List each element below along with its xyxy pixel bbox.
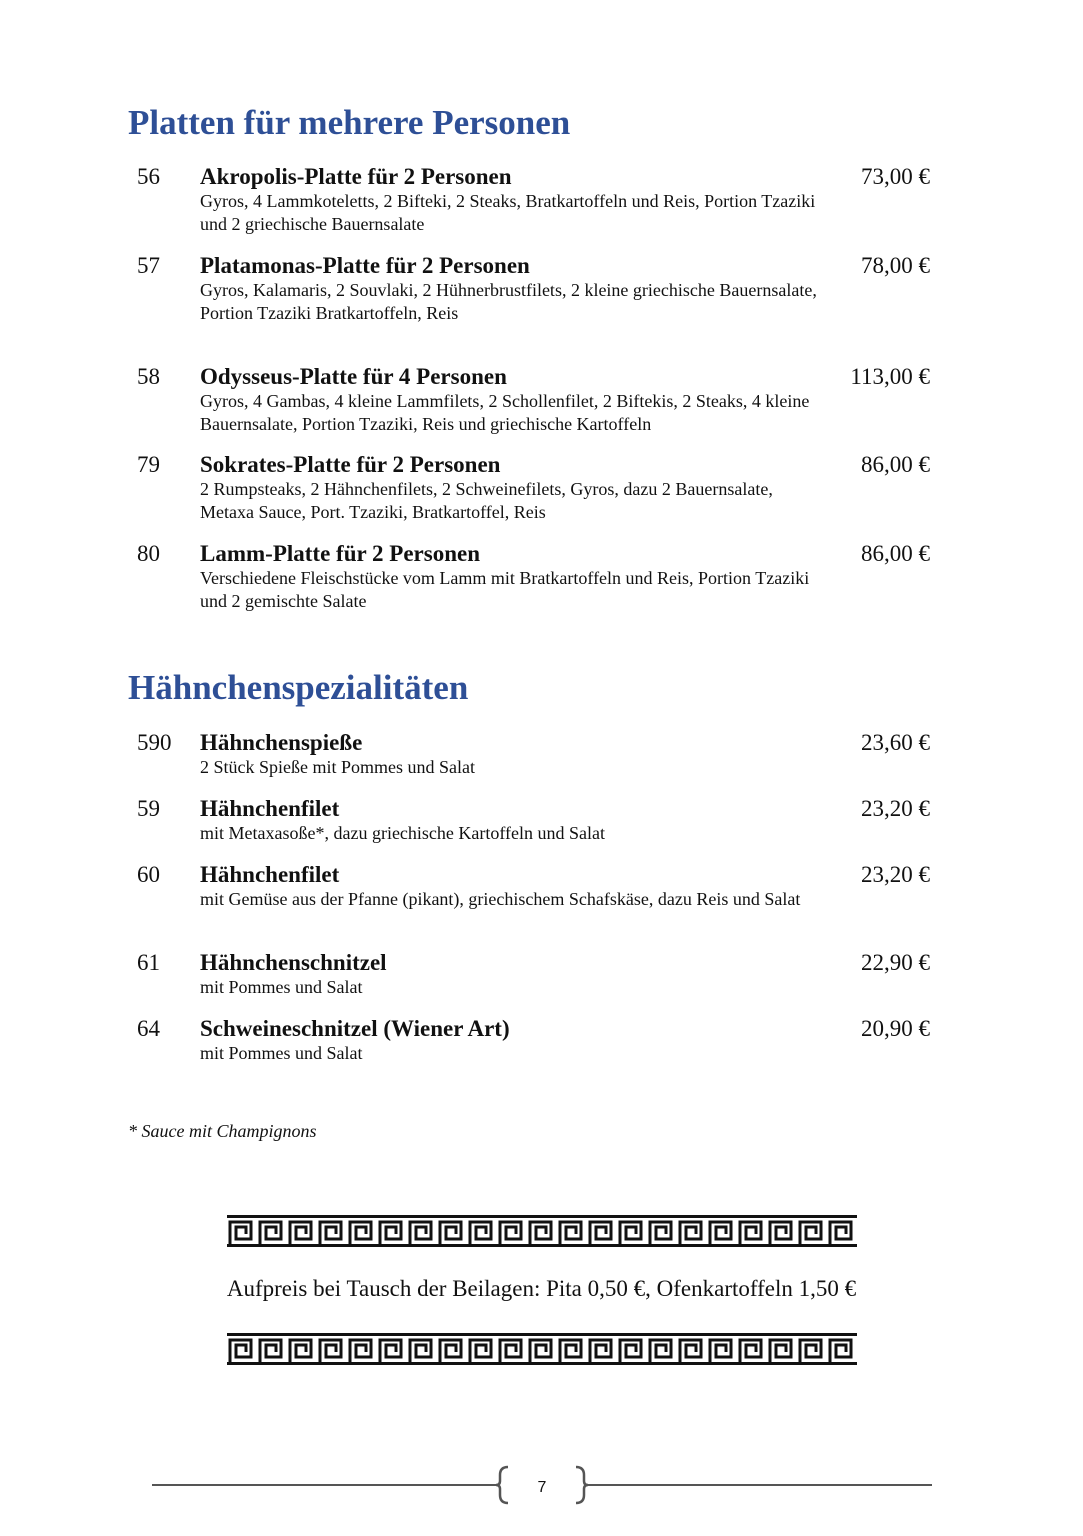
item-price: 86,00 € [861, 452, 930, 477]
section-title-chicken: Hähnchenspezialitäten [128, 668, 469, 707]
item-number: 79 [137, 452, 160, 477]
item-name: Hähnchenfilet [200, 862, 340, 887]
item-number: 58 [137, 364, 160, 389]
item-description: mit Pommes und Salat [200, 1043, 363, 1063]
item-number: 61 [137, 950, 160, 975]
item-name: Hähnchenfilet [200, 796, 340, 821]
item-name: Hähnchenspieße [200, 730, 363, 755]
item-name: Schweineschnitzel (Wiener Art) [200, 1016, 510, 1041]
item-number: 60 [137, 862, 160, 887]
item-number: 56 [137, 164, 160, 189]
item-price: 23,20 € [861, 862, 930, 887]
item-description: Gyros, 4 Gambas, 4 kleine Lammfilets, 2 Schollenfilet, 2 Biftekis, 2 Steaks, 4 kleine Bauernsalate, Portion Tzaziki, Reis und griechische Kartoffeln [200, 391, 810, 434]
item-price: 23,60 € [861, 730, 930, 755]
side-dish-surcharge-note: Aufpreis bei Tausch der Beilagen: Pita 0,50 €, Ofenkartoffeln 1,50 € [226, 1276, 857, 1301]
item-name: Akropolis-Platte für 2 Personen [200, 164, 512, 189]
item-description: Gyros, 4 Lammkoteletts, 2 Bifteki, 2 Steaks, Bratkartoffeln und Reis, Portion Tzaziki und 2 griechische Bauernsalate [200, 191, 816, 234]
item-number: 59 [137, 796, 160, 821]
item-name: Platamonas-Platte für 2 Personen [200, 253, 530, 278]
item-price: 20,90 € [861, 1016, 930, 1041]
item-description: mit Metaxasoße*, dazu griechische Kartoffeln und Salat [200, 823, 606, 843]
item-price: 23,20 € [861, 796, 930, 821]
item-price: 22,90 € [861, 950, 930, 975]
right-brace-icon [576, 1467, 588, 1503]
item-description: Gyros, Kalamaris, 2 Souvlaki, 2 Hühnerbrustfilets, 2 kleine griechische Bauernsalate, Portion Tzaziki Bratkartoffeln, Reis [200, 280, 817, 323]
item-description: Verschiedene Fleischstücke vom Lamm mit Bratkartoffeln und Reis, Portion Tzaziki und 2 gemischte Salate [200, 568, 810, 611]
item-name: Hähnchenschnitzel [200, 950, 387, 975]
item-price: 78,00 € [861, 253, 930, 278]
item-description: mit Gemüse aus der Pfanne (pikant), griechischem Schafskäse, dazu Reis und Salat [200, 889, 801, 909]
greek-key-border-bottom [227, 1333, 857, 1365]
item-name: Sokrates-Platte für 2 Personen [200, 452, 501, 477]
item-name: Lamm-Platte für 2 Personen [200, 541, 480, 566]
item-number: 57 [137, 253, 160, 278]
item-description: mit Pommes und Salat [200, 977, 363, 997]
left-brace-icon [496, 1467, 508, 1503]
item-number: 590 [137, 730, 172, 755]
item-price: 86,00 € [861, 541, 930, 566]
item-price: 73,00 € [861, 164, 930, 189]
greek-key-border-top [227, 1215, 857, 1247]
page-number: 7 [537, 1479, 547, 1496]
item-name: Odysseus-Platte für 4 Personen [200, 364, 507, 389]
footnote: * Sauce mit Champignons [128, 1121, 317, 1141]
item-number: 80 [137, 541, 160, 566]
page-footer [152, 1464, 932, 1506]
item-price: 113,00 € [850, 364, 930, 389]
item-description: 2 Stück Spieße mit Pommes und Salat [200, 757, 475, 777]
section-title-platters: Platten für mehrere Personen [128, 103, 571, 142]
item-number: 64 [137, 1016, 160, 1041]
item-description: 2 Rumpsteaks, 2 Hähnchenfilets, 2 Schweinefilets, Gyros, dazu 2 Bauernsalate, Metaxa Sauce, Port. Tzaziki, Bratkartoffel, Reis [200, 479, 773, 522]
